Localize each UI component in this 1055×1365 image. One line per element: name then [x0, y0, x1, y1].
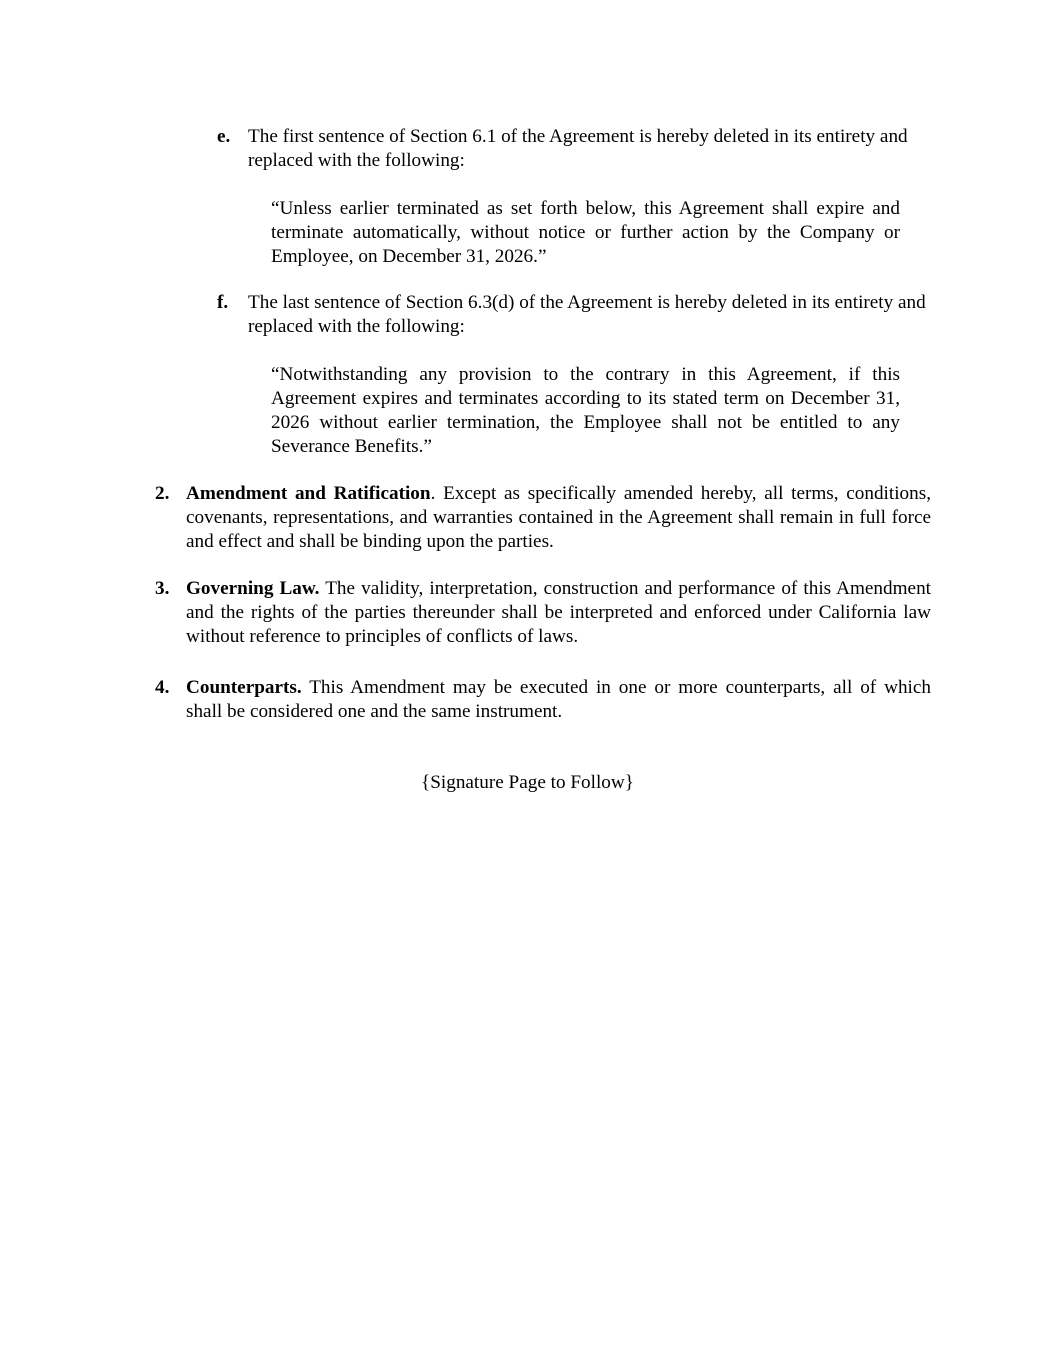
section-number: 3. — [155, 578, 170, 599]
section-heading: Counterparts. — [186, 677, 302, 698]
section-heading: Amendment and Ratification — [186, 483, 431, 504]
section-number: 2. — [155, 483, 170, 504]
sub-item-text: The last sentence of Section 6.3(d) of the Agreement is hereby deleted in its entirety and replaced with the following: — [248, 292, 926, 337]
section-text: The validity, interpretation, construction and performance of this Amendment and the rights of the parties thereunder shall be interpreted and enforced under California law without reference to principles of conflicts of laws. — [186, 578, 931, 647]
section-amendment-ratification — [155, 482, 931, 554]
section-governing-law — [155, 577, 931, 649]
section-heading: Governing Law. — [186, 578, 320, 599]
sub-item-marker: e. — [217, 126, 231, 147]
section-counterparts — [155, 676, 931, 724]
section-body — [186, 482, 931, 554]
replacement-quote-e: “Unless earlier terminated as set forth below, this Agreement shall expire and terminate automatically, without notice or further action by the Company or Employee, on December 31, 2026.” — [271, 198, 900, 267]
section-text: . Except as specifically amended hereby, all terms, conditions, covenants, representations, and warranties contained in the Agreement shall remain in full force and effect and shall be binding upon the parties. — [186, 483, 931, 552]
signature-page-note: {Signature Page to Follow} — [421, 772, 634, 793]
section-body — [186, 577, 931, 649]
section-number: 4. — [155, 677, 170, 698]
sub-item-text: The first sentence of Section 6.1 of the Agreement is hereby deleted in its entirety and replaced with the following: — [248, 126, 908, 171]
sub-item-e — [217, 125, 931, 173]
sub-item-marker: f. — [217, 292, 229, 313]
replacement-quote-f: “Notwithstanding any provision to the contrary in this Agreement, if this Agreement expires and terminates according to its stated term on December 31, 2026 without earlier termination, the Employee shall not be entitled to any Severance Benefits.” — [271, 364, 900, 457]
section-body — [186, 676, 931, 724]
section-text: This Amendment may be executed in one or more counterparts, all of which shall be considered one and the same instrument. — [186, 677, 931, 722]
sub-item-f — [217, 291, 931, 339]
